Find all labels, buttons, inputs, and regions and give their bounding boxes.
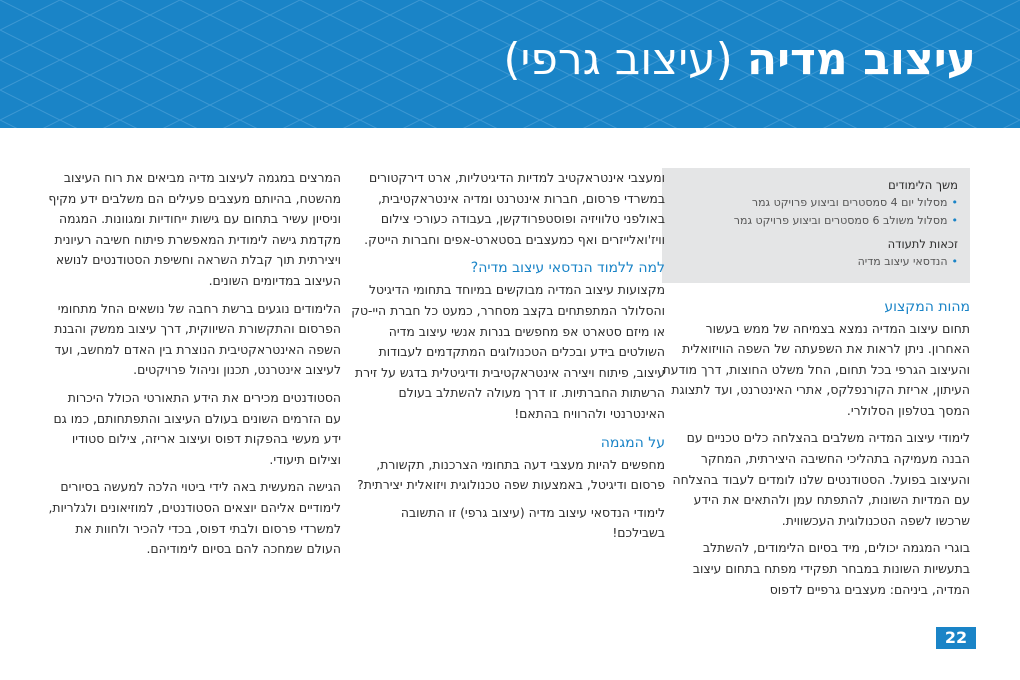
page-number: 22 [936, 627, 976, 649]
list-item: •הנדסאי עיצוב מדיה [857, 255, 958, 268]
paragraph: הלימודים נוגעים ברשת רחבה של נושאים החל מתחומי הפרסום והתקשורת השיווקית, דרך עיצוב ממשק והבנת השפה האינטראקטיבית הנוצרת בין האדם למחשב, ועד לעיצוב אינטרנט, תכנון וניהול פרויקטים. [54, 300, 341, 378]
list-item: •מסלול משולב 6 סמסטרים וביצוע פרויקט גמר [733, 213, 958, 227]
paragraph: הגישה המעשית באה לידי ביטוי הלכה למעשה בסיורים לימודיים אליהם יוצאים הסטודנטים, למוזיאונים ולגלריות, למשרדי פרסום ולבתי דפוס, בכדי להכיר ולחוות את העולם שמחכה להם בסיום לימודיהם. [48, 479, 341, 557]
paragraph: ומעצבי אינטראקטיב למדיות הדיגיטליות, ארט דירקטורים במשרדי פרסום, חברות אינטרנט ומדיה אינטראקטיבית, באולפני טלוויזיה ופוסטפרודקשן, בעבודה כעורכי צילום וויז'ואלייזרים ואף כמעצבים בסטארט-אפים וחברות הייטק. [364, 170, 665, 247]
paragraph: המרצים במגמה לעיצוב מדיה מביאים את רוח העיצוב מהשטח, בהיותם מעצבים פעילים הם משלבים ידע מקיף וניסיון עשיר בתחום עם גישות ייחודיות ומגוונות. המגמה מקדמת גישה לימודית המאפשרת פיתוח חשיבה רעיונית ויצירתית תוך קבלת השראה וחשיפת הסטודנטים לנושא העיצוב במדיומים השונים. [48, 170, 341, 288]
program-info-box [662, 168, 970, 283]
paragraph: מקצועות עיצוב המדיה מבוקשים במיוחד בתחומי הדיגיטל והסלולר המתפתחים בקצב מסחרר, כמעט כל חברת היי-טק או מיזם סטארט אפ מחפשים בנרות אנשי עיצוב מדיה השולטים בידע ובכלים הטכנולוגים המתקדמים לעבודות עיצוב, פיתוח ויצירה אינטראקטיבית ודיגיטלית בדגש על זירת הרשתות החברתיות. זו דרך מעולה להשתלב בעולם האינטרנטי ולהרוויח בהתאם! [351, 282, 665, 421]
title-light: (עיצוב גרפי) [503, 34, 733, 85]
duration-label: משך הלימודים [888, 178, 958, 192]
duration-list [674, 194, 958, 229]
bullet-icon: • [951, 196, 958, 209]
column-right [662, 168, 970, 607]
paragraph: מחפשים להיות מעצבי דעה בתחומי הצרכנות, תקשורת, פרסום ודיגיטל, באמצעות שפה טכנולוגית ויזואלית יצירתית? [357, 456, 665, 493]
paragraph: לימודי הנדסאי עיצוב מדיה (עיצוב גרפי) זו התשובה בשבילכם! [400, 504, 665, 541]
list-item: •מסלול יום 4 סמסטרים וביצוע פרויקט גמר [751, 196, 958, 209]
paragraph: בוגרי המגמה יכולים, מיד בסיום הלימודים, להשתלב בתעשיות השונות במבחר תפקידי מפתח בתחום עיצוב המדיה, ביניהם: מעצבים גרפיים לדפוס [692, 540, 970, 597]
section-heading-profession: מהות המקצוע [884, 298, 970, 315]
paragraph: לימודי עיצוב המדיה משלבים בהצלחה כלים טכניים עם הבנה מעמיקה בתהליכי החשיבה היצירתית, המחקר והעיצוב בפועל. הסטודנטים שלנו לומדים לעבוד בהצלחה עם המדיות השונות, להתפתח עמן ולהתאים את הידע שרכשו לשפה הטכנולוגית העכשווית. [672, 430, 970, 528]
column-middle [347, 168, 665, 551]
bullet-icon: • [951, 255, 958, 268]
header-banner [0, 0, 1020, 128]
section-heading-why: למה ללמוד הנדסאי עיצוב מדיה? [470, 260, 665, 277]
certificate-list [674, 253, 958, 271]
bullet-icon: • [951, 213, 958, 227]
paragraph: הסטודנטים מכירים את הידע התאורטי הכולל היכרות עם הזרמים השונים בעולם העיצוב והתפתחותם, כמו גם ידע מעשי בהפקות דפוס ועיצוב אריזה, צילום סטודיו וצילום תיעודי. [53, 389, 341, 467]
paragraph: תחום עיצוב המדיה נמצא בצמיחה של ממש בעשור האחרון. ניתן לראות את השפעתה של השפה הוויזואלית והעיצוב הגרפי בכל תחום, החל משלט החוצות, דרך מודעת העיתון, אריזת הקורנפלקס, אתרי האינטרנט, ועד לתצוגת המסך בטלפון הסלולרי. [662, 320, 970, 418]
page-title [503, 30, 976, 90]
column-left [48, 168, 341, 567]
title-bold: עיצוב מדיה [746, 34, 976, 85]
section-heading-about: על המגמה [600, 434, 665, 451]
certificate-label: זכאות לתעודה [887, 237, 958, 251]
